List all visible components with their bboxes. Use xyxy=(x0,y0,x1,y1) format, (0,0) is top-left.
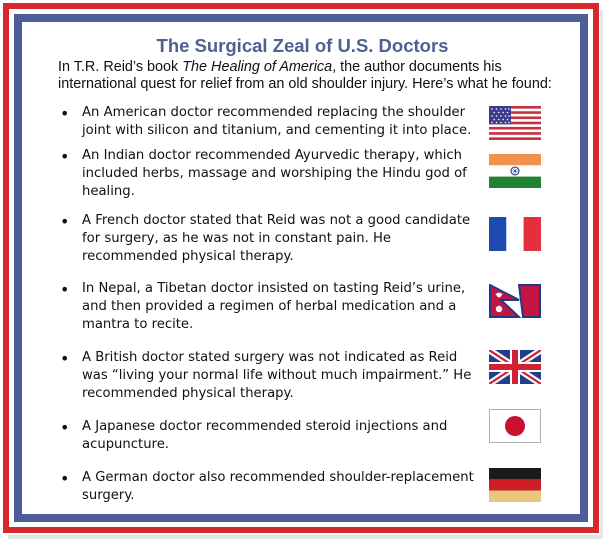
bullet-marker: • xyxy=(60,349,70,368)
list-item-usa: An American doctor recommended replacing the shoulder joint with silicon and titanium, and cementing it into place. xyxy=(82,105,472,138)
intro-text-start: In T.R. Reid’s book xyxy=(58,59,183,75)
uk-flag-icon xyxy=(489,350,541,384)
book-title: The Healing of America xyxy=(182,59,333,75)
frame-shadow-bottom xyxy=(8,535,602,539)
list-item-nepal: In Nepal, a Tibetan doctor insisted on tasting Reid’s urine, and then provided a regimen of herbal medication and a mantra to recite. xyxy=(82,281,466,332)
japan-flag-icon xyxy=(489,409,541,443)
nepal-flag-icon xyxy=(489,284,541,318)
bullet-marker: • xyxy=(60,104,70,123)
bullet-marker: • xyxy=(60,147,70,166)
bullet-marker: • xyxy=(60,212,70,231)
france-flag-icon xyxy=(489,217,541,251)
page-title: The Surgical Zeal of U.S. Doctors xyxy=(156,35,449,56)
list-item-india: An Indian doctor recommended Ayurvedic therapy, which included herbs, massage and worshiping the Hindu god of healing. xyxy=(82,148,467,199)
bullet-marker: • xyxy=(60,280,70,299)
india-flag-icon xyxy=(489,154,541,188)
usa-flag-icon xyxy=(489,106,541,140)
intro-paragraph xyxy=(58,59,583,93)
germany-flag-icon xyxy=(489,468,541,502)
bullet-marker: • xyxy=(60,469,70,488)
frame-shadow-right xyxy=(600,10,603,538)
list-item-france: A French doctor stated that Reid was not a good candidate for surgery, as he was not in constant pain. He recommended physical therapy. xyxy=(82,213,471,264)
list-item-japan: A Japanese doctor recommended steroid injections and acupuncture. xyxy=(82,419,448,452)
intro-text-end: , the author documents his international quest for relief from an old shoulder injury. Here’s what he found: xyxy=(58,59,552,92)
bullet-marker: • xyxy=(60,418,70,437)
list-item-uk: A British doctor stated surgery was not indicated as Reid was “living your normal life without much impairment.” He recommended physical therapy. xyxy=(82,350,472,401)
list-item-germany: A German doctor also recommended shoulder-replacement surgery. xyxy=(82,470,474,503)
